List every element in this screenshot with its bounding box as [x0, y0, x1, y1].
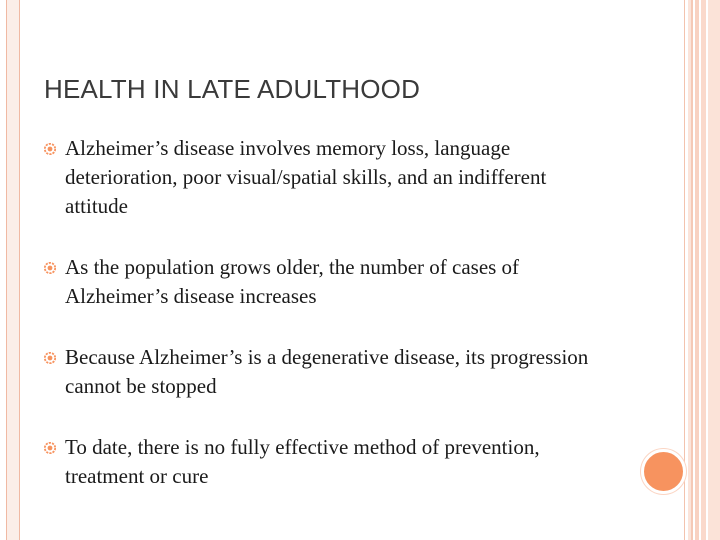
accent-circle	[641, 449, 686, 494]
gear-bullet-icon	[44, 442, 56, 454]
slide-title: HEALTH IN LATE ADULTHOOD	[44, 74, 421, 104]
bullet-text: Alzheimer’s disease involves memory loss, language deterioration, poor visual/spatial skills, and an indifferent attitude	[65, 136, 547, 218]
stripe	[708, 0, 720, 540]
bullet-text: To date, there is no fully effective method of prevention, treatment or cure	[65, 435, 540, 488]
right-decorative-stripes	[684, 0, 720, 540]
gear-bullet-icon	[44, 352, 56, 364]
bullet-text: As the population grows older, the number of cases of Alzheimer’s disease increases	[65, 255, 520, 308]
bullet-item	[44, 253, 604, 311]
gear-bullet-icon	[44, 143, 56, 155]
left-decorative-border	[6, 0, 20, 540]
gear-bullet-icon	[44, 262, 56, 274]
bullet-list	[44, 134, 604, 491]
bullet-item	[44, 433, 604, 491]
bullet-item	[44, 134, 604, 221]
bullet-text: Because Alzheimer’s is a degenerative disease, its progression cannot be stopped	[65, 345, 589, 398]
bullet-item	[44, 343, 604, 401]
